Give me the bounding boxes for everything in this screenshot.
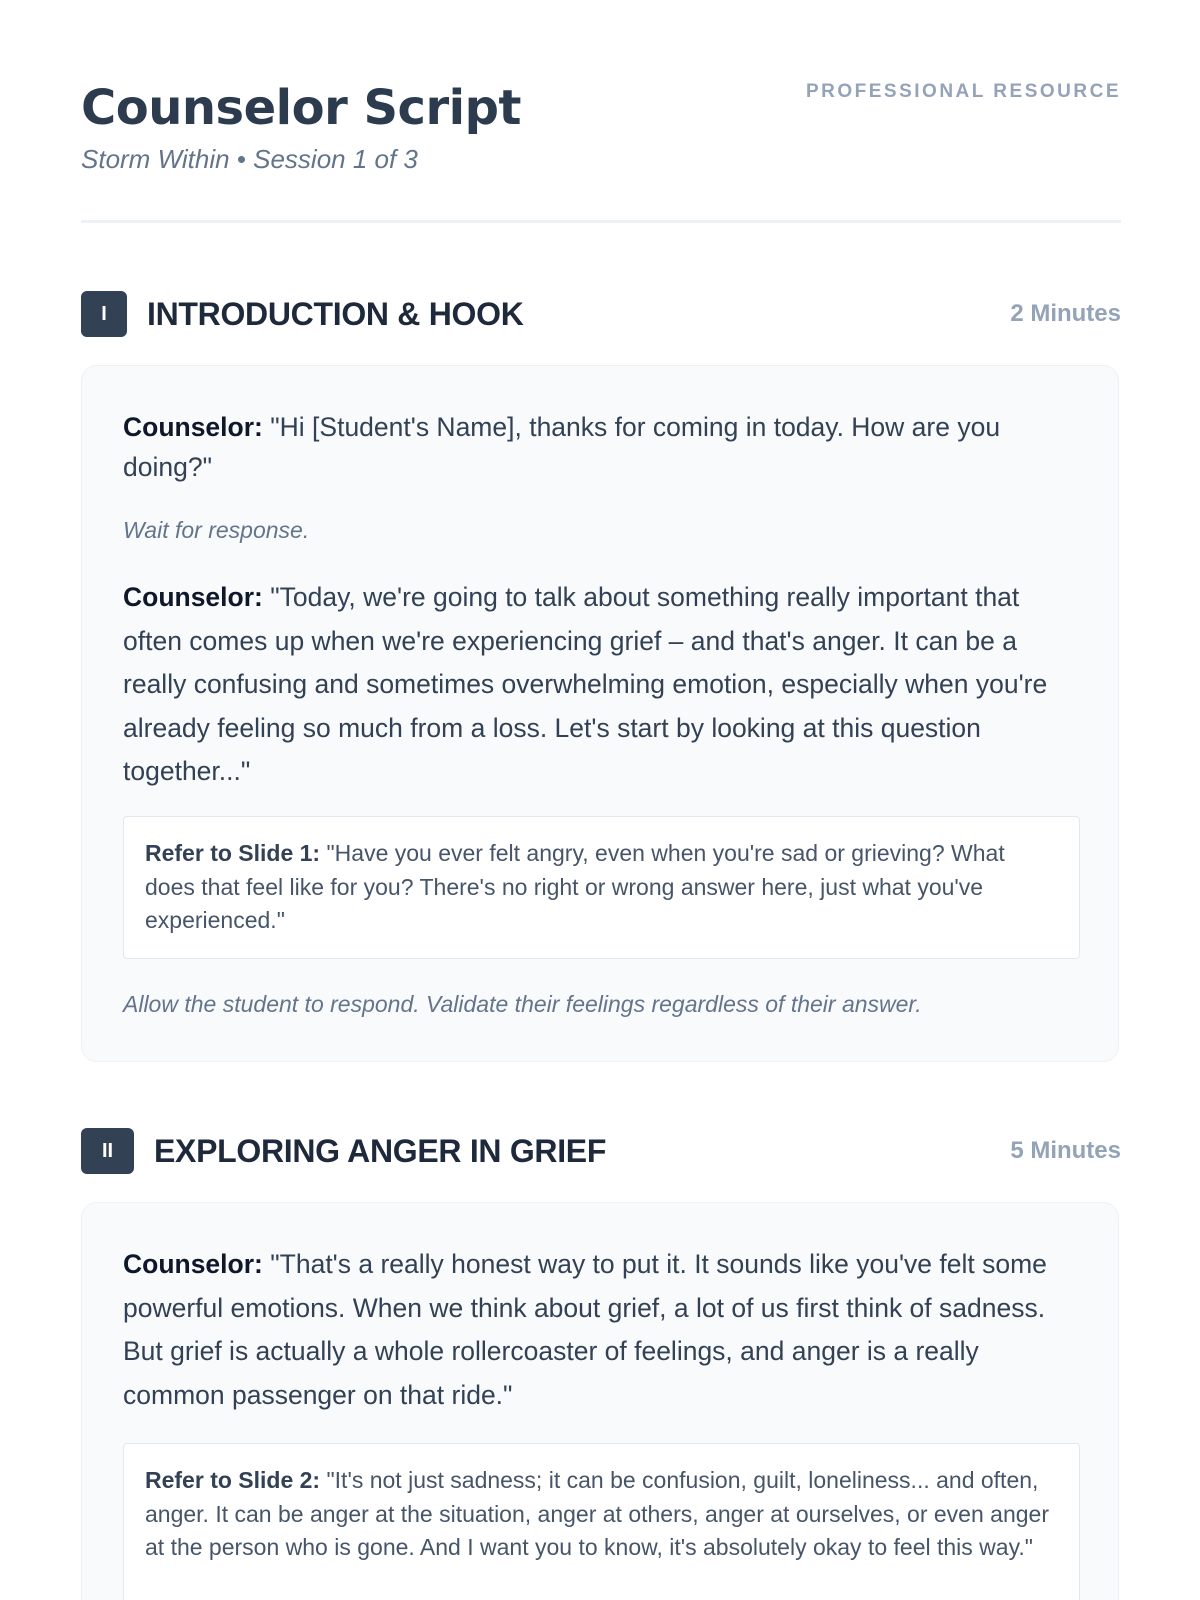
dialogue-line [123, 576, 1080, 794]
dialogue-line [123, 1243, 1080, 1417]
stage-direction: Wait for response. [123, 517, 310, 543]
card-content [123, 1243, 1080, 1417]
slide-reference-label: Refer to Slide 2: [145, 1467, 321, 1493]
slide-reference-text: "It's not just sadness; it can be confusion, guilt, loneliness... and often, anger. It can be anger at the situation, anger at others, anger at ourselves, or even anger at the person who is gone. And I want you to know, it's absolutely okay to feel this way." [145, 1467, 1049, 1560]
speaker-label: Counselor: [123, 412, 263, 442]
section-card-introduction [81, 365, 1119, 1062]
section-numeral-badge: I [81, 291, 127, 337]
section-title: EXPLORING ANGER IN GRIEF [154, 1133, 607, 1169]
section-duration: 5 Minutes [1010, 1137, 1121, 1164]
section-title: INTRODUCTION & HOOK [147, 296, 524, 332]
card-content [123, 989, 1080, 1019]
speaker-label: Counselor: [123, 1249, 263, 1279]
slide-reference-box [123, 816, 1080, 959]
section-heading-exploring-anger [81, 1128, 1121, 1174]
card-content [123, 816, 1080, 959]
section-duration: 2 Minutes [1010, 300, 1121, 327]
card-content [123, 1443, 1080, 1600]
dialogue-text: "That's a really honest way to put it. It sounds like you've felt some powerful emotions. When we think about grief, a lot of us first think of sadness. But grief is actually a whole rollercoaster of feelings, and anger is a really common passenger on that ride." [123, 1249, 1047, 1410]
card-content [123, 515, 1080, 545]
card-content [123, 576, 1080, 794]
header-divider [81, 220, 1121, 223]
section-numeral-badge: II [81, 1128, 134, 1174]
speaker-label: Counselor: [123, 582, 263, 612]
section-card-exploring-anger [81, 1202, 1119, 1600]
dialogue-line [123, 407, 1080, 487]
slide-reference-text: "Have you ever felt angry, even when you're sad or grieving? What does that feel like for you? There's no right or wrong answer here, just what you've experienced." [145, 840, 1005, 933]
document-header [81, 72, 1121, 222]
dialogue-text: "Hi [Student's Name], thanks for coming in today. How are you doing?" [123, 412, 1001, 482]
slide-reference-label: Refer to Slide 1: [145, 840, 321, 866]
dialogue-text: "Today, we're going to talk about something really important that often comes up when we're experiencing grief – and that's anger. It can be a really confusing and sometimes overwhelming emotion, especially when you're already feeling so much from a loss. Let's start by looking at this question together..." [123, 582, 1048, 786]
card-content [123, 407, 1080, 487]
resource-label: PROFESSIONAL RESOURCE [805, 81, 1121, 102]
page-title: Counselor Script [81, 80, 521, 136]
section-heading-introduction [81, 291, 1121, 337]
page-subtitle: Storm Within • Session 1 of 3 [81, 144, 418, 174]
slide-reference-box [123, 1443, 1080, 1600]
stage-direction: Allow the student to respond. Validate their feelings regardless of their answer. [123, 991, 922, 1017]
